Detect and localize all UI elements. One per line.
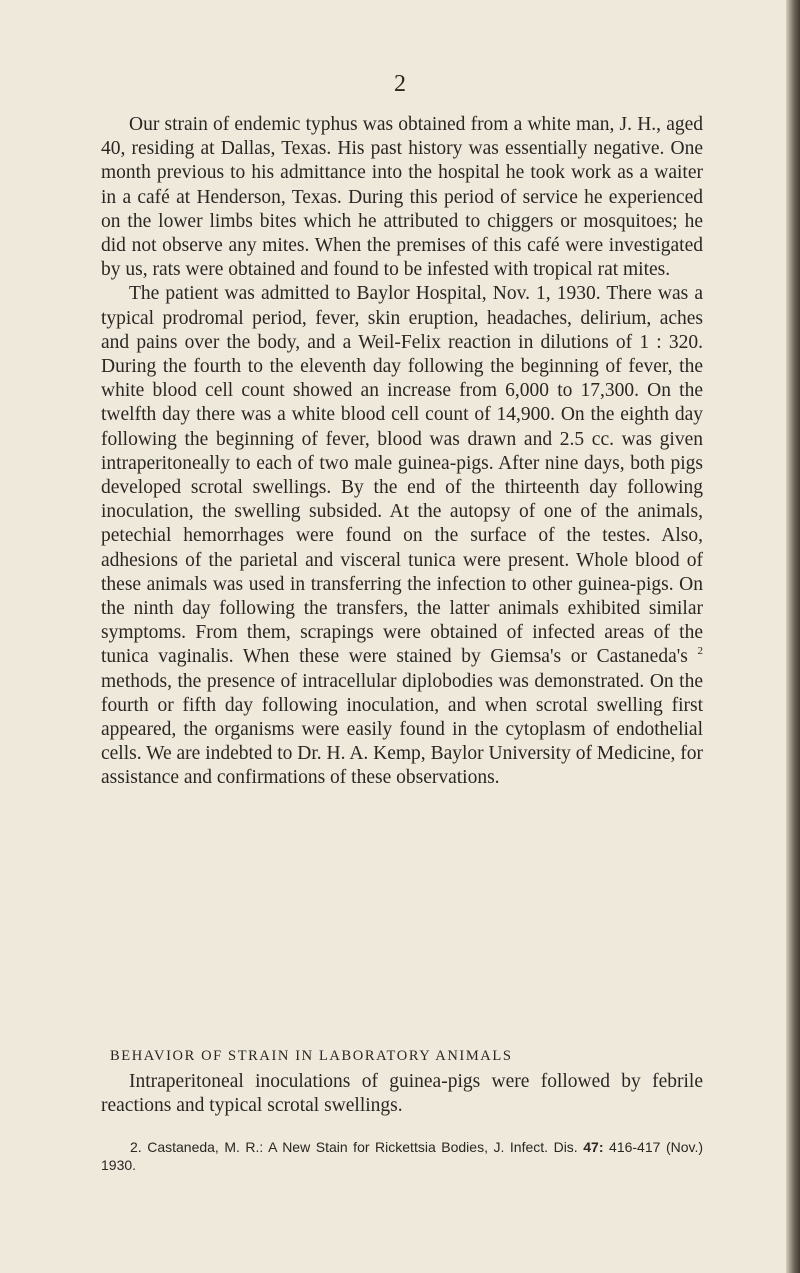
paragraph-1: Our strain of endemic typhus was obtained from a white man, J. H., aged 40, residing at Dallas, Texas. His past history was essentially negative. One month previous to his admittance into the hospital he took work as a waiter in a café at Henderson, Texas. During this period of service he experienced on the lower limbs bites which he attributed to chiggers or mosquitoes; he did not observe any mites. When the premises of this café were investigated by us, rats were obtained and found to be infested with tropical rat mites. — [101, 114, 703, 281]
page-number: 2 — [394, 71, 406, 97]
section-heading: BEHAVIOR OF STRAIN IN LABORATORY ANIMALS — [110, 1048, 513, 1064]
paragraph-2 — [101, 282, 703, 790]
footnote-volume: 47: — [583, 1139, 604, 1155]
paragraph-2-continuation: methods, the presence of intracellular diplobodies was demonstrated. On the fourth or fifth day following inoculation, and when scrotal swelling first appeared, the organisms were easily found in the cytoplasm of endothelial cells. We are indebted to Dr. H. A. Kemp, Baylor University of Medicine, for assistance and confirmations of these observations. — [101, 670, 703, 789]
footnote-reference: 2 — [697, 645, 703, 658]
footnote-pages: 416-417 (Nov.) 1930. — [101, 1139, 704, 1173]
footnote-citation: 2. Castaneda, M. R.: A New Stain for Rickettsia Bodies, J. Infect. Dis. — [130, 1139, 578, 1155]
section-body — [101, 1070, 703, 1118]
footnote — [101, 1138, 703, 1174]
page-edge-shadow — [786, 0, 800, 1273]
paragraph-2-text: The patient was admitted to Baylor Hospital, Nov. 1, 1930. There was a typical prodromal period, fever, skin eruption, headaches, delirium, aches and pains over the body, and a Weil-Felix reaction in dilutions of 1 : 320. During the fourth to the eleventh day following the beginning of fever, the white blood cell count showed an increase from 6,000 to 17,300. On the twelfth day there was a white blood cell count of 14,900. On the eighth day following the beginning of fever, blood was drawn and 2.5 cc. was given intraperitoneally to each of two male guinea-pigs. After nine days, both pigs developed scrotal swellings. By the end of the thirteenth day following inoculation, the swelling subsided. At the autopsy of one of the animals, petechial hemorrhages were found on the surface of the testes. Also, adhesions of the parietal and visceral tunica were present. Whole blood of these animals was used in transferring the infection to other guinea-pigs. On the ninth day following the transfers, the latter animals exhibited similar symptoms. From them, scrapings were obtained of infected areas of the tunica vaginalis. When these were stained by Giemsa's or Castaneda's — [101, 283, 703, 668]
section-paragraph: Intraperitoneal inoculations of guinea-pigs were followed by febrile reactions and typical scrotal swellings. — [101, 1071, 703, 1117]
body-text — [101, 113, 703, 791]
